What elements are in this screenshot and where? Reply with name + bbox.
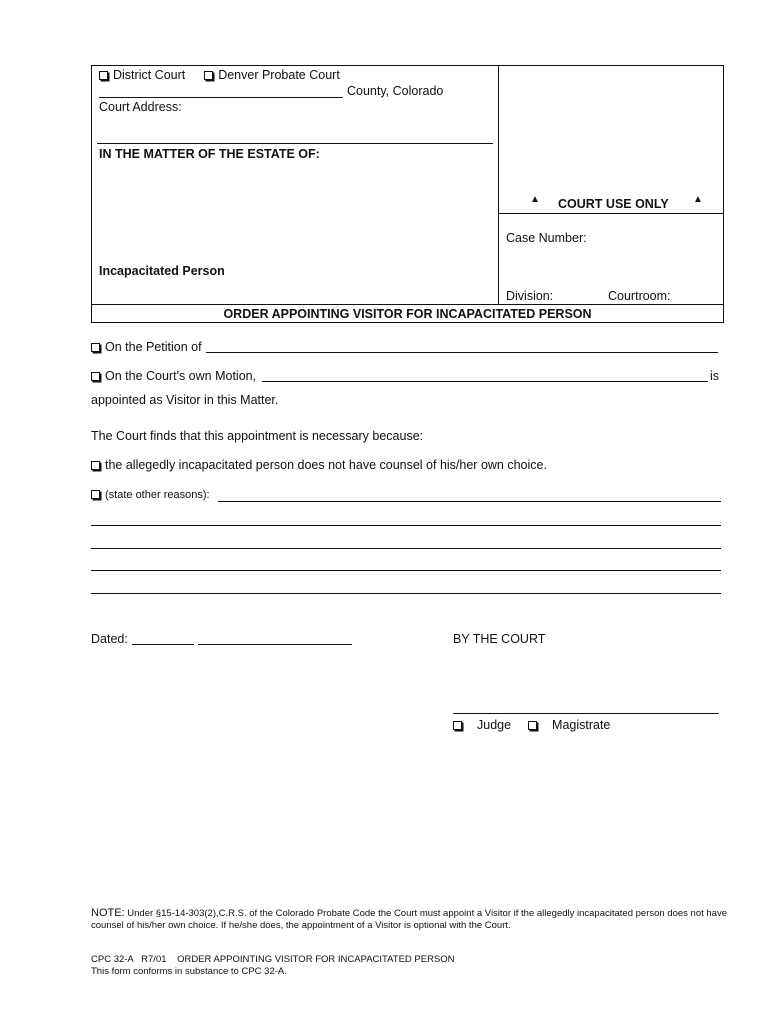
note-block: [91, 907, 731, 932]
denver-probate-label: Denver Probate Court: [218, 68, 340, 82]
reason-other-line-5[interactable]: [91, 593, 721, 594]
up-arrow-icon-left: ▲: [530, 194, 540, 205]
petition-row: [91, 340, 202, 354]
note-text: Under §15-14-303(2),C.R.S. of the Colorado Probate Code the Court must appoint a Visitor if the allegedly incapacitated person does not have counsel of his/her own choice. If he/she does, the appointment of a Visitor is optional with the Court.: [91, 908, 728, 931]
motion-row: [91, 369, 256, 383]
date-line-2[interactable]: [198, 644, 352, 645]
reason-other-line-3[interactable]: [91, 548, 721, 549]
magistrate-label: Magistrate: [552, 718, 611, 732]
order-title: ORDER APPOINTING VISITOR FOR INCAPACITATED PERSON: [223, 307, 592, 321]
judge-checkbox[interactable]: [453, 721, 462, 730]
note-label: NOTE:: [91, 907, 125, 919]
petition-label: On the Petition of: [105, 340, 202, 354]
district-court-label: District Court: [113, 68, 186, 82]
conformance-text: This form conforms in substance to CPC 32-A.: [91, 966, 287, 977]
signature-line[interactable]: [453, 713, 719, 714]
motion-label: On the Court's own Motion,: [105, 369, 257, 383]
form-id: CPC 32-A R7/01 ORDER APPOINTING VISITOR FOR INCAPACITATED PERSON: [91, 954, 455, 965]
date-line-1[interactable]: [132, 644, 194, 645]
case-number-label: Case Number:: [506, 231, 587, 245]
up-arrow-icon-right: ▲: [693, 194, 703, 205]
court-use-divider: [498, 213, 724, 214]
court-use-only-label: COURT USE ONLY: [558, 197, 669, 211]
county-colorado-label: County, Colorado: [347, 84, 444, 98]
reason-counsel-label: the allegedly incapacitated person does not have counsel of his/her own choice.: [105, 458, 547, 472]
caption-box: [91, 65, 724, 323]
courtroom-label: Courtroom:: [608, 289, 671, 303]
reason-other-line-2[interactable]: [91, 525, 721, 526]
title-row-divider: [91, 304, 724, 305]
reason-other-line-4[interactable]: [91, 570, 721, 571]
motion-name-line[interactable]: [262, 381, 708, 382]
judge-label: Judge: [477, 718, 512, 732]
findings-text: The Court finds that this appointment is necessary because:: [91, 429, 424, 443]
reason-other-line-1[interactable]: [218, 501, 721, 502]
reason-counsel-checkbox[interactable]: [91, 461, 100, 470]
district-court-checkbox[interactable]: [99, 71, 108, 80]
caption-divider: [498, 65, 499, 305]
is-word: is: [710, 369, 720, 383]
reason-other-row: [91, 489, 210, 501]
dated-label: Dated:: [91, 632, 128, 646]
court-type-row: [99, 68, 340, 82]
denver-probate-checkbox[interactable]: [204, 71, 213, 80]
signer-type-row: [453, 718, 610, 732]
magistrate-checkbox[interactable]: [528, 721, 537, 730]
county-name-line[interactable]: [99, 97, 343, 98]
incapacitated-person-label: Incapacitated Person: [99, 264, 225, 278]
petition-name-line[interactable]: [206, 352, 718, 353]
motion-checkbox[interactable]: [91, 372, 100, 381]
matter-heading: IN THE MATTER OF THE ESTATE OF:: [99, 147, 320, 161]
division-label: Division:: [506, 289, 554, 303]
reason-other-label: (state other reasons):: [105, 489, 210, 501]
appointed-text: appointed as Visitor in this Matter.: [91, 393, 279, 407]
reason-other-checkbox[interactable]: [91, 490, 100, 499]
court-address-label: Court Address:: [99, 100, 182, 114]
by-the-court-label: BY THE COURT: [453, 632, 546, 646]
reason-counsel-row: [91, 458, 547, 472]
petition-checkbox[interactable]: [91, 343, 100, 352]
court-address-line[interactable]: [97, 143, 493, 144]
